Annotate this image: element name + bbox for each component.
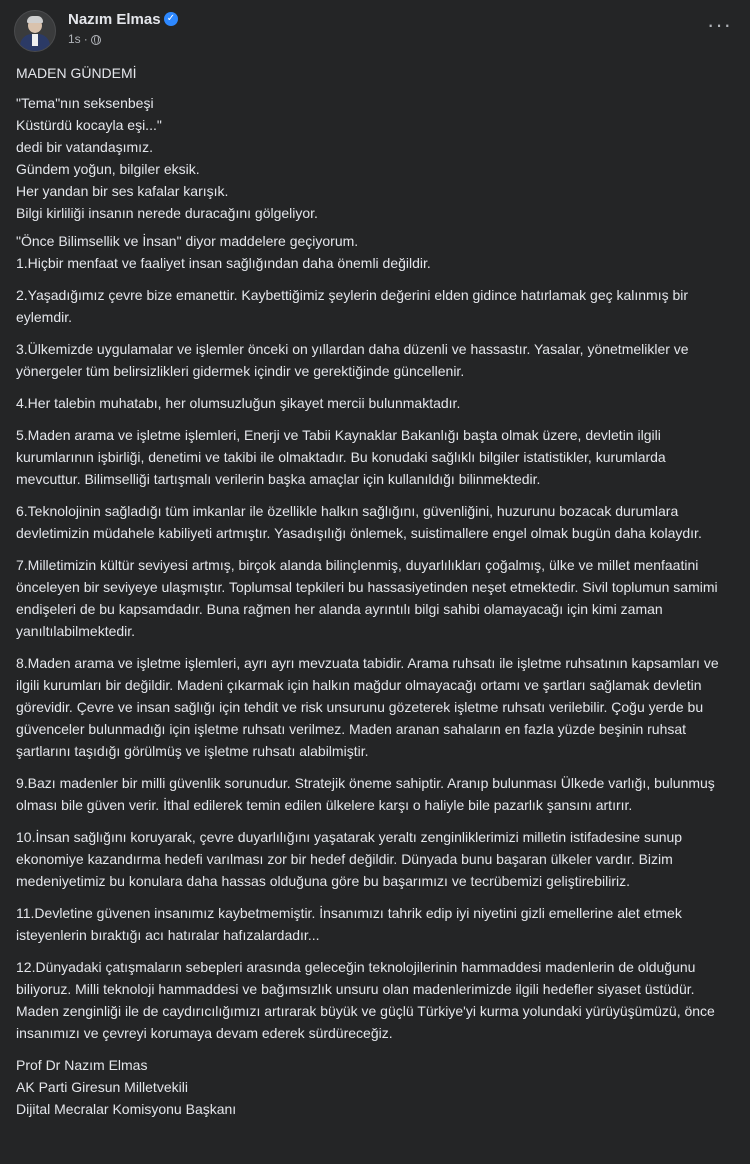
signature-line: Prof Dr Nazım Elmas	[16, 1057, 148, 1073]
more-options-icon[interactable]: ···	[707, 12, 732, 37]
poem-line: Küstürdü kocayla eşi..."	[16, 117, 162, 133]
poem	[16, 92, 728, 224]
poem-line: dedi bir vatandaşımız.	[16, 139, 153, 155]
post-header	[0, 0, 750, 60]
list-item: 10.İnsan sağlığını koruyarak, çevre duyarlılığını yaşatarak yeraltı zenginliklerimizi milletin istifadesine sunup ekonomiye kazandırma hedefi varılması zor bir hedef değildir. Dünyada bunu başaran ülkeler vardır. Bizim medeniyetimiz bu konulara daha hassas olduğuna göre bu başarımızı ve tecrübemizi geliştirebiliriz.	[16, 829, 683, 889]
post-body	[16, 62, 728, 1120]
poem-line: Her yandan bir ses kafalar karışık.	[16, 183, 229, 199]
intro-line: "Önce Bilimsellik ve İnsan" diyor maddelere geçiyorum.	[16, 233, 359, 249]
avatar[interactable]	[14, 10, 56, 52]
list-item: 11.Devletine güvenen insanımız kaybetmemiştir. İnsanımızı tahrik edip iyi niyetini gizli emellerine alet etmek isteyenlerin bıraktığı acı hatıralar hafızalardadır...	[16, 905, 682, 943]
list-item: 7.Milletimizin kültür seviyesi artmış, birçok alanda bilinçlenmiş, duyarlılıkları çoğalmış, ülke ve millet menfaatini önceleyen bir seviyeye ulaşmıştır. Toplumsal tepkileri bu hassasiyetinden neşet etmektedir. Sivil toplumun samimi endişeleri de bu kapsamdadır. Buna rağmen her alanda ayrıntılı bilgi sahibi olamayacağı için kimi zaman yanıltılabilmektedir.	[16, 557, 718, 639]
globe-icon	[91, 35, 101, 45]
list-item: 5.Maden arama ve işletme işlemleri, Enerji ve Tabii Kaynaklar Bakanlığı başta olmak üzere, devletin ilgili kurumlarının işbirliği, denetimi ve takibi ile olmaktadır. Bu konudaki sağlıklı bilgiler istatistikler, kurumlarda mevcuttur. Bilimselliği tartışmalı verilerin başka amaçlar için kullanıldığı bilinmektedir.	[16, 427, 666, 487]
signature-line: AK Parti Giresun Milletvekili	[16, 1079, 188, 1095]
poem-line: Gündem yoğun, bilgiler eksik.	[16, 161, 200, 177]
post-time[interactable]: 1s	[68, 32, 81, 46]
list-item: 3.Ülkemizde uygulamalar ve işlemler önceki on yıllardan daha düzenli ve hassastır. Yasalar, yönetmelikler ve yönergeler tüm belirsizlikleri gidermek içindir ve gerektiğinde güncellenir.	[16, 341, 689, 379]
poem-line: "Tema"nın seksenbeşi	[16, 95, 154, 111]
author-name[interactable]: Nazım Elmas	[68, 11, 161, 28]
list-item: 6.Teknolojinin sağladığı tüm imkanlar ile özellikle halkın sağlığını, güvenliğini, huzurunu bozacak durumlara devletimizin müdahele kabiliyeti artmıştır. Yasadışılığı önlemek, suistimallere engel olmak bugün daha kolaydır.	[16, 503, 702, 541]
list-item: 12.Dünyadaki çatışmaların sebepleri arasında geleceğin teknolojilerinin hammaddesi madenlerin de olduğunu biliyoruz. Milli teknoloji hammaddesi ve bağımsızlık unsuru olan madenlerimizde ilgili hedefler siyaset üstüdür. Maden zenginliği ile de caydırıcılığımızı artırarak büyük ve güçlü Türkiye'yi kurma yolundaki yürüyüşümüzü, önce insanımızı ve çevreyi korumaya devam ederek sürdüreceğiz.	[16, 959, 715, 1041]
verified-badge-icon: ✓	[164, 12, 178, 26]
signature	[16, 1054, 728, 1120]
avatar-hair	[27, 16, 43, 23]
list-item: 2.Yaşadığımız çevre bize emanettir. Kaybettiğimiz şeylerin değerini elden gidince hatırlamak geç kalınmış bir eylemdir.	[16, 287, 689, 325]
post-title: MADEN GÜNDEMİ	[16, 65, 137, 81]
list-item: 4.Her talebin muhatabı, her olumsuzluğun şikayet mercii bulunmaktadır.	[16, 395, 461, 411]
list-item: 1.Hiçbir menfaat ve faaliyet insan sağlığından daha önemli değildir.	[16, 255, 431, 271]
post-meta: 1s ·	[68, 32, 101, 46]
list-item: 9.Bazı madenler bir milli güvenlik sorunudur. Stratejik öneme sahiptir. Aranıp bulunması Ülkede varlığı, bulunmuş olması bile güven verir. İthal edilerek temin edilen ülkelere karşı o haliyle bile pazarlık şansını artırır.	[16, 775, 715, 813]
list-item: 8.Maden arama ve işletme işlemleri, ayrı ayrı mevzuata tabidir. Arama ruhsatı ile işletme ruhsatının kapsamları ve ilgili kurumları bir değildir. Madeni çıkarmak için halkın mağdur olmayacağı ortamı ve şartları sağlamak devletin görevidir. Çevre ve insan sağlığı için tehdit ve risk unsurunu gözeterek işletme ruhsatı verilebilir. Çoğu yerde bu güvenceler bulunmadığı için işletme ruhsatı verilmez. Maden aranan sahaların en fazla yüzde beşinin ruhsat şartlarını taşıdığı görülmüş ve işletme ruhsatı alabilmiştir.	[16, 655, 719, 759]
poem-line: Bilgi kirliliği insanın nerede duracağını gölgeliyor.	[16, 205, 318, 221]
signature-line: Dijital Mecralar Komisyonu Başkanı	[16, 1101, 237, 1117]
avatar-shirt	[32, 34, 38, 46]
